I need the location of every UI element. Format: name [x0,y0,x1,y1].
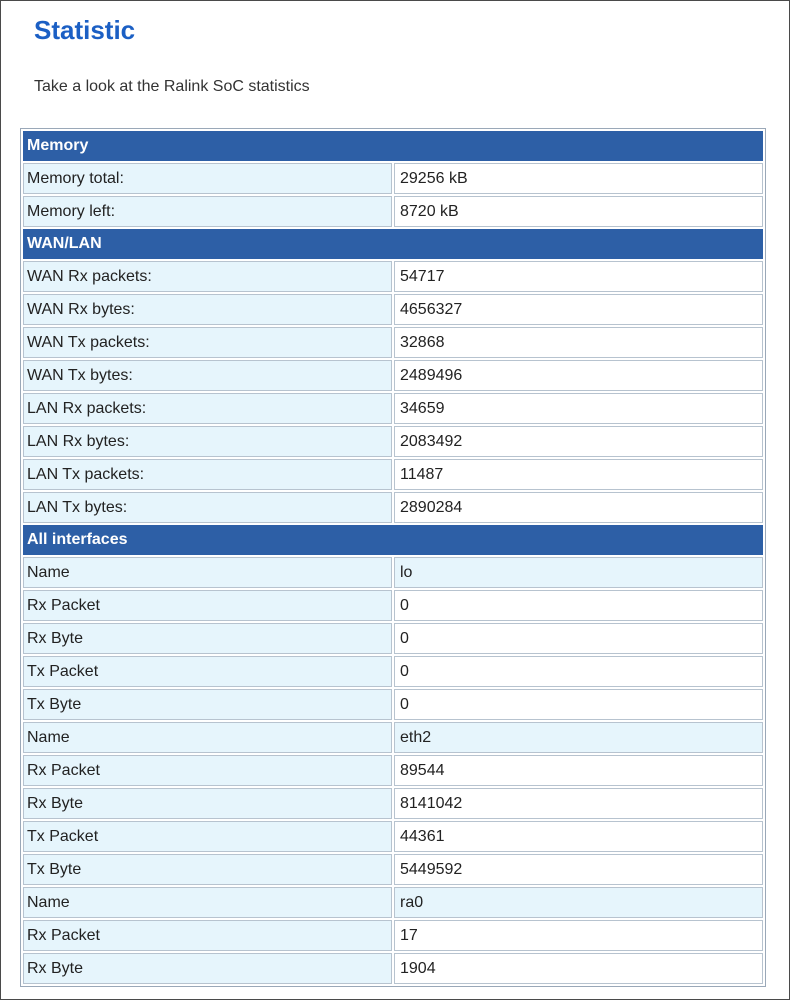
interface-name-row [23,557,763,588]
section-header-row [23,131,763,161]
lan-rx-bytes-value: 2083492 [394,426,763,457]
memory-total-value: 29256 kB [394,163,763,194]
interface-name-label: Name [23,557,392,588]
wan-rx-bytes-value: 4656327 [394,294,763,325]
stat-row [23,953,763,984]
stat-row [23,854,763,885]
rx-byte-value: 0 [394,623,763,654]
memory-total-label: Memory total: [23,163,392,194]
stat-row [23,196,763,227]
wan-tx-packets-label: WAN Tx packets: [23,327,392,358]
rx-packet-value: 89544 [394,755,763,786]
tx-byte-value: 5449592 [394,854,763,885]
statistics-table [20,128,766,987]
lan-tx-packets-value: 11487 [394,459,763,490]
memory-left-value: 8720 kB [394,196,763,227]
section-header-row [23,229,763,259]
interface-name-value: lo [394,557,763,588]
interface-name-value: ra0 [394,887,763,918]
interface-name-row [23,722,763,753]
lan-rx-packets-value: 34659 [394,393,763,424]
interface-name-row [23,887,763,918]
stat-row [23,689,763,720]
tx-byte-label: Tx Byte [23,854,392,885]
tx-packet-value: 44361 [394,821,763,852]
lan-rx-bytes-label: LAN Rx bytes: [23,426,392,457]
memory-left-label: Memory left: [23,196,392,227]
wan-rx-packets-label: WAN Rx packets: [23,261,392,292]
rx-packet-value: 0 [394,590,763,621]
tx-byte-value: 0 [394,689,763,720]
stat-row [23,821,763,852]
lan-tx-bytes-label: LAN Tx bytes: [23,492,392,523]
tx-packet-label: Tx Packet [23,821,392,852]
stat-row [23,393,763,424]
page-title: Statistic [34,15,136,45]
rx-packet-label: Rx Packet [23,590,392,621]
stat-row [23,327,763,358]
stat-row [23,492,763,523]
tx-packet-value: 0 [394,656,763,687]
rx-byte-value: 1904 [394,953,763,984]
tx-byte-label: Tx Byte [23,689,392,720]
wan-tx-bytes-value: 2489496 [394,360,763,391]
wan-rx-bytes-label: WAN Rx bytes: [23,294,392,325]
lan-rx-packets-label: LAN Rx packets: [23,393,392,424]
interfaces-section-header: All interfaces [23,525,763,555]
stat-row [23,294,763,325]
stat-row [23,261,763,292]
tx-packet-label: Tx Packet [23,656,392,687]
interface-name-label: Name [23,887,392,918]
interface-name-value: eth2 [394,722,763,753]
rx-byte-value: 8141042 [394,788,763,819]
page-description: Take a look at the Ralink SoC statistics [34,78,310,95]
stat-row [23,920,763,951]
lan-tx-packets-label: LAN Tx packets: [23,459,392,490]
stat-row [23,360,763,391]
interface-name-label: Name [23,722,392,753]
stat-row [23,623,763,654]
stat-row [23,426,763,457]
rx-byte-label: Rx Byte [23,623,392,654]
section-header-row [23,525,763,555]
rx-packet-label: Rx Packet [23,755,392,786]
wan-tx-bytes-label: WAN Tx bytes: [23,360,392,391]
rx-byte-label: Rx Byte [23,953,392,984]
rx-packet-label: Rx Packet [23,920,392,951]
stat-row [23,755,763,786]
stat-row [23,788,763,819]
stat-row [23,163,763,194]
rx-byte-label: Rx Byte [23,788,392,819]
wanlan-section-header: WAN/LAN [23,229,763,259]
stat-row [23,656,763,687]
memory-section-header: Memory [23,131,763,161]
wan-tx-packets-value: 32868 [394,327,763,358]
stat-row [23,590,763,621]
lan-tx-bytes-value: 2890284 [394,492,763,523]
stat-row [23,459,763,490]
rx-packet-value: 17 [394,920,763,951]
wan-rx-packets-value: 54717 [394,261,763,292]
